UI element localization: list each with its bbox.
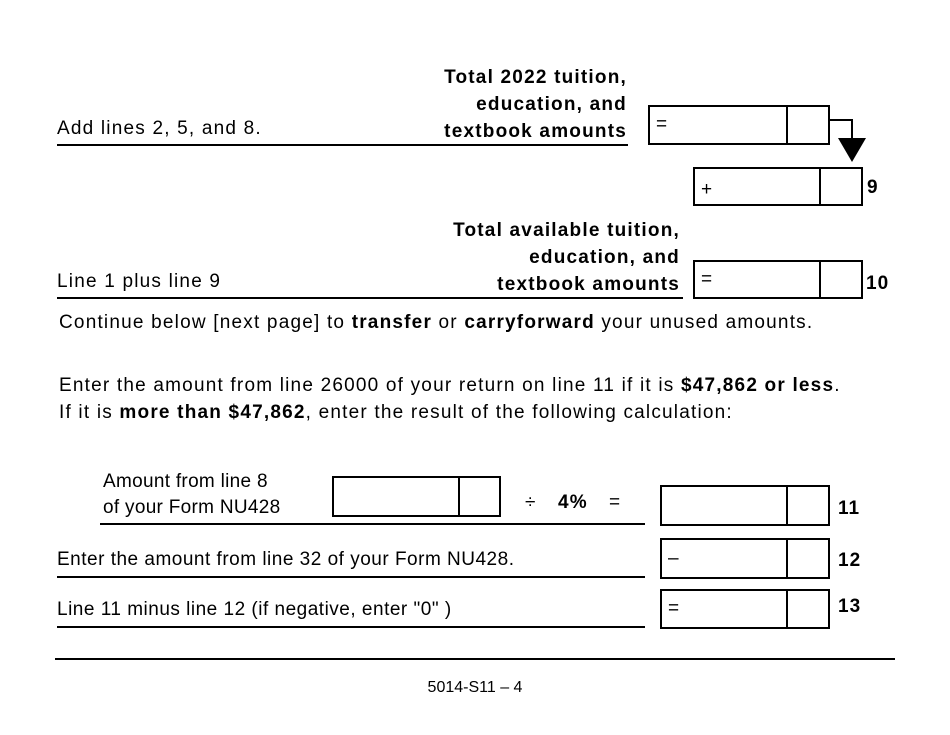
line-13-field[interactable] (660, 589, 830, 629)
equals-sign: = (668, 598, 680, 619)
footer-rule (55, 658, 895, 660)
cents-divider (458, 478, 460, 515)
minus-sign: – (668, 547, 679, 569)
heading-line: Total 2022 tuition, (444, 67, 627, 88)
total-available-heading (453, 217, 680, 298)
underline (57, 576, 645, 578)
bold-text: carryforward (464, 312, 595, 333)
cents-divider (786, 487, 788, 524)
total-2022-heading (444, 64, 627, 145)
line-11-field[interactable] (660, 485, 830, 526)
underline (57, 144, 628, 146)
text: , enter the result of the following calculation: (305, 402, 733, 423)
line-11-instruction (59, 372, 859, 426)
line11-minus-line12-label: Line 11 minus line 12 (if negative, enter "0" ) (57, 599, 452, 620)
heading-line: Total available tuition, (453, 220, 680, 241)
page-identifier: 5014-S11 – 4 (427, 679, 523, 696)
underline (100, 523, 645, 525)
line-32-label: Enter the amount from line 32 of your Form NU428. (57, 549, 515, 570)
line-number-11: 11 (838, 498, 861, 519)
heading-line: education, and (529, 247, 680, 268)
line-number-13: 13 (838, 596, 862, 617)
text: your unused amounts. (594, 312, 814, 333)
label-line: of your Form NU428 (103, 497, 281, 518)
arrow-down-icon (828, 118, 870, 164)
line-12-field[interactable] (660, 538, 830, 579)
equals-sign: = (656, 114, 668, 135)
label-line: Amount from line 8 (103, 471, 268, 492)
heading-line: education, and (476, 94, 627, 115)
line-number-9: 9 (867, 177, 879, 198)
line-9-field[interactable] (693, 167, 863, 206)
line1-plus-line9-label: Line 1 plus line 9 (57, 271, 222, 292)
percent-value: 4% (558, 492, 588, 513)
nu428-line8-amount-field[interactable] (332, 476, 501, 517)
equals-operator: = (609, 492, 622, 513)
amount-line8-label (103, 469, 281, 521)
underline (57, 297, 683, 299)
line-number-12: 12 (838, 550, 862, 571)
cents-divider (786, 107, 788, 143)
heading-line: textbook amounts (497, 274, 680, 295)
equals-sign: = (701, 268, 713, 290)
cents-divider (819, 169, 821, 204)
line-10-field[interactable] (693, 260, 863, 299)
text: Enter the amount from line 26000 of your return on line 11 if it is (59, 375, 681, 396)
bold-text: $47,862 or less (681, 375, 835, 396)
cents-divider (786, 591, 788, 627)
bold-text: more than $47,862 (119, 402, 306, 423)
heading-line: textbook amounts (444, 121, 627, 142)
add-lines-label: Add lines 2, 5, and 8. (57, 118, 262, 139)
line-number-10: 10 (866, 273, 890, 294)
text: Continue below [next page] to (59, 312, 352, 333)
continue-instruction (59, 309, 859, 336)
text: . If it is (59, 375, 841, 423)
cents-divider (819, 262, 821, 297)
underline (57, 626, 645, 628)
text: or (432, 312, 465, 333)
divide-operator: ÷ (525, 492, 537, 513)
plus-sign: + (701, 179, 713, 200)
total-2022-amount-field[interactable] (648, 105, 830, 145)
bold-text: transfer (351, 312, 433, 333)
cents-divider (786, 540, 788, 577)
